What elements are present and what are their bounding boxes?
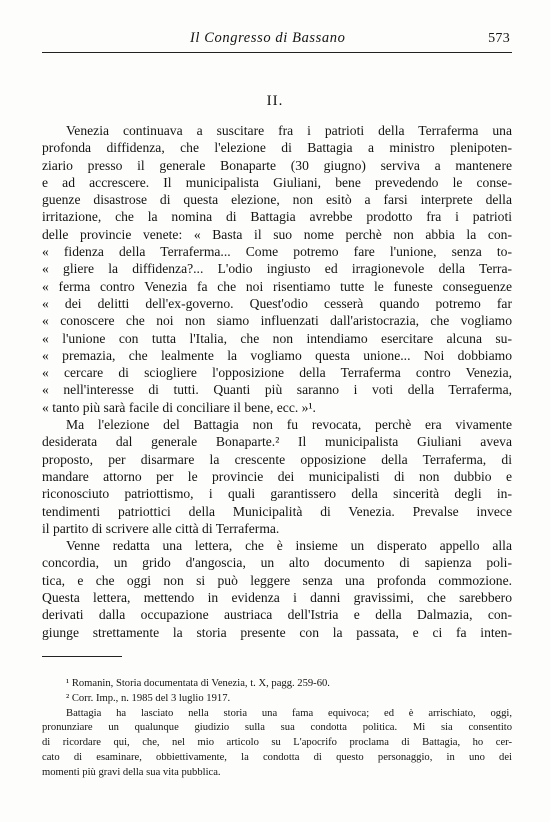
running-header <box>60 30 510 50</box>
text-line: delle provincie venete: « Basta il suo nome perchè non abbia la con- <box>42 226 512 242</box>
text-line: « tanto più sarà facile di conciliare il bene, ecc. »¹. <box>42 399 316 415</box>
text-line: « l'unione con tutta l'Italia, che non intendiamo esercitare alcuna su- <box>42 330 512 346</box>
footnote-rule <box>42 656 122 657</box>
text-line: « nell'interesse di tutti. Quanti più saranno i voti della Terraferma, <box>42 382 512 398</box>
text-line: « ferma contro Venezia fa che noi risentiamo tutte le funeste conseguenze <box>42 278 512 294</box>
text-line: desiderata dal generale Bonaparte.² Il municipalista Giuliani aveva <box>42 434 512 450</box>
text-line: Venne redatta una lettera, che è insieme un disperato appello alla <box>66 538 512 554</box>
text-line: derivati dalla occupazione austriaca dell'Istria e della Dalmazia, con- <box>42 607 512 623</box>
text-line: proposto, per disarmare la crescente opposizione della Terraferma, di <box>42 451 512 467</box>
text-line: mandare attorno per le provincie dei municipalisti di non dubbio e <box>42 468 512 484</box>
running-title: Il Congresso di Bassano <box>190 30 346 46</box>
footnote-line: pronunziare un qualunque giudizio sulla sua condotta politica. Mi sia consentito <box>42 722 512 734</box>
page-number: 573 <box>488 31 510 46</box>
footnote-line: Battagia ha lasciato nella storia una fama equivoca; ed è arrischiato, oggi, <box>66 707 512 719</box>
text-line: riconosciuto patriottismo, i quali garantissero della sincerità degli in- <box>42 486 512 502</box>
text-line: tica, e che oggi non si può leggere senza una profonda commozione. <box>42 572 512 588</box>
text-line: guenze disastrose di questa elezione, non esitò a farsi interprete della <box>42 192 512 208</box>
text-line: e ad accrescere. Il municipalista Giuliani, bene prevedendo le conse- <box>42 174 512 190</box>
text-line: Venezia continuava a suscitare fra i patrioti della Terraferma una <box>66 123 512 138</box>
body-text <box>42 122 512 641</box>
text-line: tendimenti patriottici della Municipalità di Venezia. Prevalse invece <box>42 503 512 519</box>
text-line: « cercare di sciogliere l'opposizione della Terraferma contro Venezia, <box>42 365 512 381</box>
text-line: Ma l'elezione del Battagia non fu revocata, perchè era vivamente <box>66 417 512 433</box>
text-line: giunge strettamente la storia presente con la passata, e ci fa inten- <box>42 624 512 640</box>
footnote-line: ² Corr. Imp., n. 1985 del 3 luglio 1917. <box>66 692 231 704</box>
text-line: « fidenza della Terraferma... Come potremo fare l'unione, senza to- <box>42 244 512 260</box>
text-line: irritazione, che la nomina di Battagia avrebbe prodotto fra i patrioti <box>42 209 512 225</box>
text-line: il partito di scrivere alle città di Terraferma. <box>42 520 280 536</box>
text-line: « gliere la diffidenza?... L'odio ingiusto ed irragionevole della Terra- <box>42 261 512 277</box>
text-line: Questa lettera, mettendo in evidenza i danni gravissimi, che sarebbero <box>42 590 512 606</box>
footnote-line: momenti più gravi della sua vita pubblica. <box>42 766 221 778</box>
section-numeral: II. <box>266 93 284 109</box>
footnote-line: di ricordare qui, che, nel mio articolo su L'apocrifo proclama di Battagia, ho cer- <box>42 737 512 749</box>
footnote-line: cato di esaminare, obbiettivamente, la condotta di questo personaggio, in uno dei <box>42 751 512 763</box>
text-line: ziario presso il generale Bonaparte (30 giugno) serviva a mantenere <box>42 157 512 173</box>
footnotes <box>42 677 512 781</box>
text-line: profonda diffidenza, che l'elezione di Battagia a ministro plenipoten- <box>42 140 512 156</box>
footnote-line: ¹ Romanin, Storia documentata di Venezia, t. X, pagg. 259-60. <box>66 678 330 689</box>
text-line: « dei delitti dell'ex-governo. Quest'odio cesserà quando potremo far <box>42 295 512 311</box>
header-rule <box>42 52 512 53</box>
text-line: « premazia, che lealmente la vogliamo questa unione... Noi dobbiamo <box>42 347 512 363</box>
text-line: concordia, un grido d'angoscia, un alto documento di sapienza poli- <box>42 555 512 571</box>
text-line: « conoscere che noi non siamo influenzati dall'aristocrazia, che vogliamo <box>42 313 512 329</box>
